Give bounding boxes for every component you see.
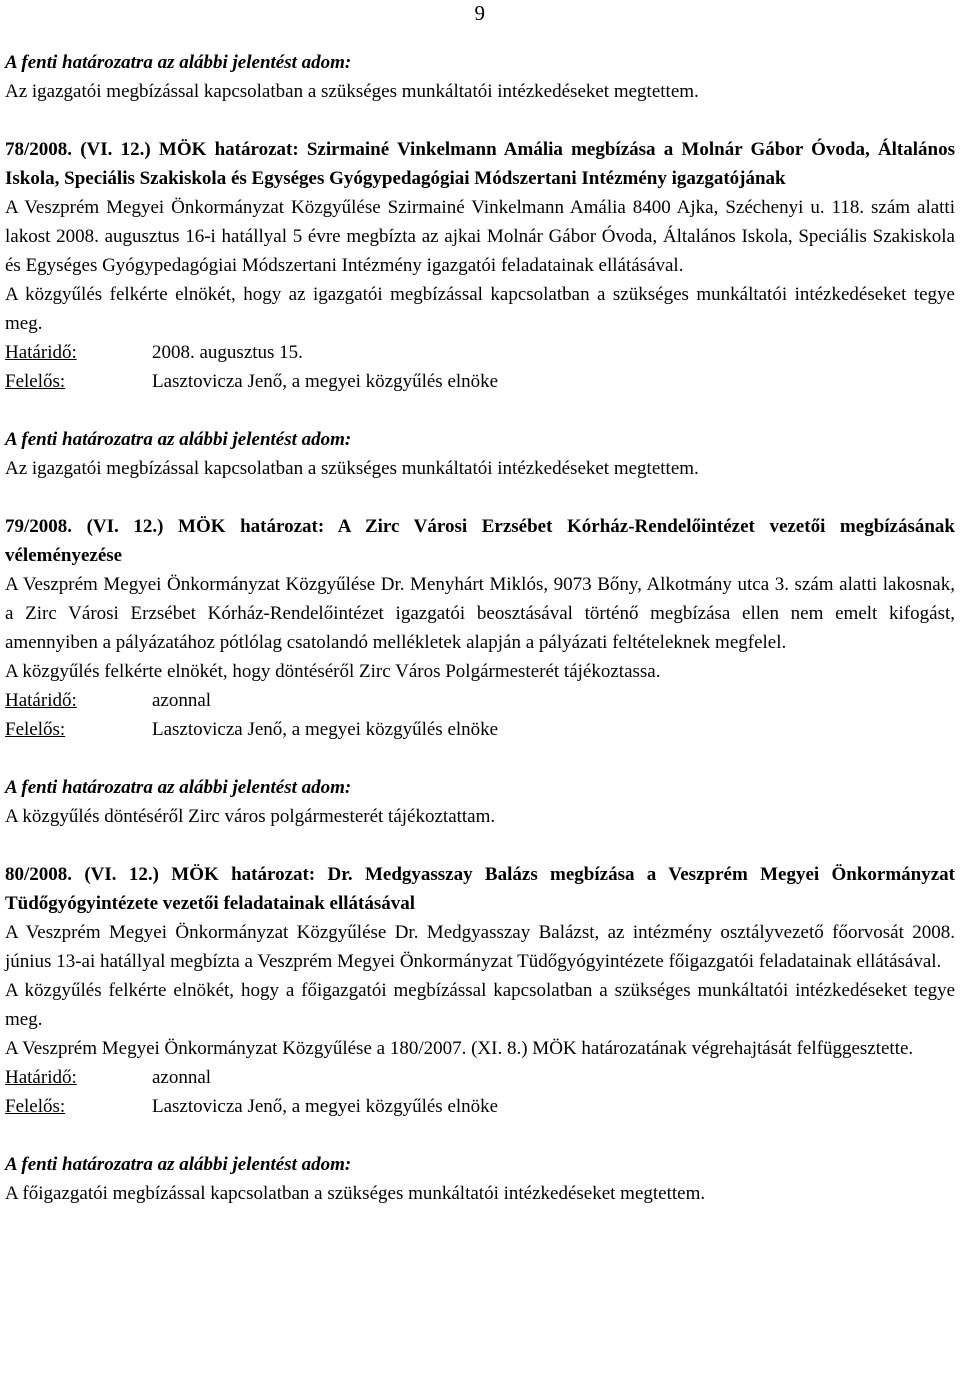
deadline-line bbox=[5, 1063, 955, 1092]
responsible-value: Lasztovicza Jenő, a megyei közgyűlés elnöke bbox=[152, 719, 499, 740]
resolution-paragraph: A közgyűlés felkérte elnökét, hogy a főigazgatói megbízással kapcsolatban a szükséges munkáltatói intézkedéseket tegye meg. bbox=[5, 980, 955, 1030]
resolution-78 bbox=[5, 135, 955, 396]
deadline-value: azonnal bbox=[152, 690, 212, 711]
deadline-label: Határidő: bbox=[5, 1067, 77, 1088]
resolution-paragraph: A Veszprém Megyei Önkormányzat Közgyűlése Dr. Menyhárt Miklós, 9073 Bőny, Alkotmány utca 3. szám alatti lakosnak, a Zirc Városi Erzsébet Kórház-Rendelőintézet igazgatói beosztásával történő megbízása ellen nem emelt kifogást, amennyiben a pályázatához pótlólag csatolandó mellékletek alapján a pályázati feltételeknek megfelel. bbox=[5, 574, 955, 653]
deadline-line bbox=[5, 686, 955, 715]
responsible-line bbox=[5, 715, 955, 744]
responsible-line bbox=[5, 1092, 955, 1121]
report-text: A főigazgatói megbízással kapcsolatban a szükséges munkáltatói intézkedéseket megtettem. bbox=[5, 1183, 706, 1204]
deadline-line bbox=[5, 338, 955, 367]
report-text: Az igazgatói megbízással kapcsolatban a szükséges munkáltatói intézkedéseket megtettem. bbox=[5, 458, 699, 479]
responsible-value: Lasztovicza Jenő, a megyei közgyűlés elnöke bbox=[152, 371, 499, 392]
page-number: 9 bbox=[474, 1, 485, 25]
responsible-value: Lasztovicza Jenő, a megyei közgyűlés elnöke bbox=[152, 1096, 499, 1117]
report-79 bbox=[5, 773, 955, 831]
resolution-title: 80/2008. (VI. 12.) MÖK határozat: Dr. Medgyasszay Balázs megbízása a Veszprém Megyei Önkormányzat Tüdőgyógyintézete vezetői feladatainak ellátásával bbox=[5, 864, 955, 914]
report-heading: A fenti határozatra az alábbi jelentést adom: bbox=[5, 429, 352, 450]
resolution-title: 78/2008. (VI. 12.) MÖK határozat: Szirmainé Vinkelmann Amália megbízása a Molnár Gábor Óvoda, Általános Iskola, Speciális Szakiskola és Egységes Gyógypedagógiai Módszertani Intézmény igazgatójának bbox=[5, 139, 955, 189]
deadline-value: azonnal bbox=[152, 1067, 212, 1088]
resolution-title: 79/2008. (VI. 12.) MÖK határozat: A Zirc Városi Erzsébet Kórház-Rendelőintézet vezetői megbízásának véleményezése bbox=[5, 516, 955, 566]
deadline-label: Határidő: bbox=[5, 342, 77, 363]
deadline-value: 2008. augusztus 15. bbox=[152, 342, 303, 363]
intro-report bbox=[5, 48, 955, 106]
responsible-label: Felelős: bbox=[5, 1096, 66, 1117]
report-heading: A fenti határozatra az alábbi jelentést adom: bbox=[5, 52, 352, 73]
report-text: A közgyűlés döntéséről Zirc város polgármesterét tájékoztattam. bbox=[5, 806, 496, 827]
report-80 bbox=[5, 1150, 955, 1208]
responsible-label: Felelős: bbox=[5, 371, 66, 392]
responsible-label: Felelős: bbox=[5, 719, 66, 740]
resolution-paragraph: A Veszprém Megyei Önkormányzat Közgyűlése Szirmainé Vinkelmann Amália 8400 Ajka, Széchenyi u. 118. szám alatti lakost 2008. augusztus 16-i hatállyal 5 évre megbízta az ajkai Molnár Gábor Óvoda, Általános Iskola, Speciális Szakiskola és Egységes Gyógypedagógiai Módszertani Intézmény igazgatói feladatainak ellátásával. bbox=[5, 197, 955, 276]
report-heading: A fenti határozatra az alábbi jelentést adom: bbox=[5, 1154, 352, 1175]
deadline-label: Határidő: bbox=[5, 690, 77, 711]
resolution-paragraph: A közgyűlés felkérte elnökét, hogy az igazgatói megbízással kapcsolatban a szükséges munkáltatói intézkedéseket tegye meg. bbox=[5, 284, 955, 334]
responsible-line bbox=[5, 367, 955, 396]
resolution-paragraph: A Veszprém Megyei Önkormányzat Közgyűlése a 180/2007. (XI. 8.) MÖK határozatának végrehajtását felfüggesztette. bbox=[5, 1038, 914, 1059]
resolution-79 bbox=[5, 512, 955, 744]
resolution-80 bbox=[5, 860, 955, 1121]
report-78 bbox=[5, 425, 955, 483]
report-text: Az igazgatói megbízással kapcsolatban a szükséges munkáltatói intézkedéseket megtettem. bbox=[5, 81, 699, 102]
resolution-paragraph: A Veszprém Megyei Önkormányzat Közgyűlése Dr. Medgyasszay Balázst, az intézmény osztályvezető főorvosát 2008. június 13-ai hatállyal megbízta a Veszprém Megyei Önkormányzat Tüdőgyógyintézete főigazgatói feladatainak ellátásával. bbox=[5, 922, 955, 972]
resolution-paragraph: A közgyűlés felkérte elnökét, hogy döntéséről Zirc Város Polgármesterét tájékoztassa. bbox=[5, 661, 661, 682]
report-heading: A fenti határozatra az alábbi jelentést adom: bbox=[5, 777, 352, 798]
